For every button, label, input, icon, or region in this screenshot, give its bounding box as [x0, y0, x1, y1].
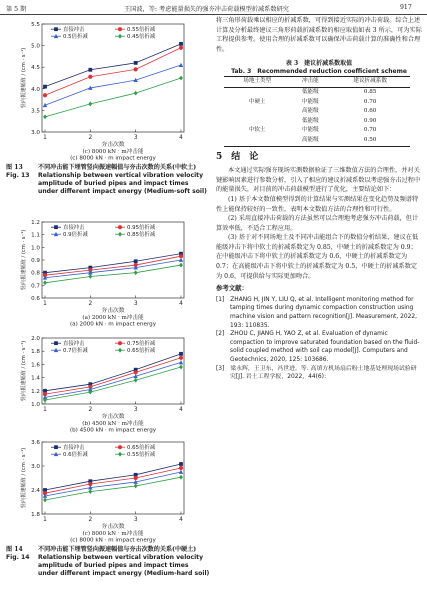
y-tick-label: 1.1 [31, 232, 40, 239]
data-point [179, 352, 183, 356]
subfigure-caption-cn: (b) 4500 kN · m冲击能 [82, 421, 144, 427]
data-point [134, 378, 138, 383]
table-cell: 中软土 [248, 127, 266, 134]
data-point [134, 476, 138, 480]
series-line [45, 354, 181, 391]
data-point [54, 27, 58, 31]
y-axis-label: 竖向振速幅值 / (cm · s⁻¹) [21, 340, 27, 402]
data-point [118, 348, 122, 353]
y-tick-label: 0.8 [31, 270, 40, 277]
y-tick-label: 0.9 [31, 258, 40, 264]
data-point [54, 341, 58, 345]
data-point [134, 484, 138, 489]
y-tick-label: 4.0 [31, 86, 40, 93]
x-tick-label: 2 [88, 407, 93, 413]
legend-label: 0.5倍折减 [63, 34, 88, 40]
series-line [45, 472, 181, 496]
y-tick-label: 3.5 [31, 108, 40, 115]
table-cell: 高能级 [301, 108, 319, 115]
series-line [45, 367, 181, 400]
y-tick-label: 1.2 [31, 220, 40, 226]
data-point [179, 63, 183, 67]
reference-item: [1] ZHANG H, JIN Y, LIU Q, et al. Intelligent monitoring method for tamping times during dynamic compaction construction using machine vision and pattern recognition[J]. Measurement, 2022, 193: 110835. [216, 296, 417, 329]
fig13-caption [6, 164, 210, 196]
data-point [179, 356, 183, 360]
table-cell: 0.85 [363, 88, 377, 95]
running-title: 王国波，等: 考虑能量损失的强夯冲击荷载模型折减系数研究 [124, 6, 289, 13]
fig13-no-en: Fig. 13 [6, 172, 30, 179]
plot-frame [42, 24, 184, 132]
table-cell: 0.70 [363, 127, 377, 134]
y-tick-label: 1.0 [31, 402, 40, 408]
right-column [216, 16, 422, 599]
data-point [54, 225, 58, 229]
x-axis-label: 夯击次数 [101, 308, 125, 314]
x-tick-label: 3 [133, 517, 138, 523]
data-point [179, 462, 183, 466]
data-point [118, 445, 122, 449]
data-point [88, 68, 92, 72]
fig13-no-cn: 图 13 [6, 164, 23, 171]
legend-label: 0.75倍折减 [127, 341, 156, 347]
data-point [134, 61, 138, 65]
data-point [134, 270, 138, 275]
subfigure-caption-en: (a) 2000 kN · m impact energy [69, 321, 157, 328]
y-tick-label: 3.0 [31, 464, 40, 470]
paragraph: (1) 基于本文数值模型得到的计算结果与实测结果在变化趋势及频谱特性上能保持较好的一致性，表明本文数值方法的合理性和可行性。 [216, 195, 419, 213]
table-cell: 低能级 [301, 88, 319, 95]
x-tick-label: 1 [43, 301, 47, 307]
series-line [45, 44, 181, 87]
subfigure-caption-en: (c) 8000 kN · m impact energy [70, 155, 156, 162]
subfigure-caption-en: (c) 8000 kN · m impact energy [70, 537, 156, 544]
x-axis-label: 夯击次数 [101, 142, 125, 148]
series-line [45, 468, 181, 493]
legend-label: 0.55倍折减 [127, 452, 156, 458]
data-point [43, 280, 47, 285]
y-tick-label: 2.4 [31, 488, 40, 494]
table-cell [224, 136, 290, 146]
data-point [43, 114, 47, 119]
section-title: 5 结 论 [216, 151, 259, 162]
y-axis-label: 竖向振速幅值 / (cm · s⁻¹) [21, 229, 27, 291]
legend-label: 0.65倍折减 [127, 445, 156, 451]
chart-svg [6, 434, 210, 544]
fig14-title-cn: 不同冲击能下埋管竖向振速幅值与夯击次数的关系(中硬土) [38, 546, 197, 553]
table-cell [224, 117, 290, 127]
series-line [45, 358, 181, 394]
fig14-no-cn: 图 14 [6, 546, 23, 553]
subfigure-caption-cn: (c) 8000 kN · m冲击能 [82, 149, 144, 155]
data-point [134, 259, 138, 263]
data-point [88, 274, 92, 279]
y-axis-label: 竖向振速幅值 / (cm · s⁻¹) [21, 447, 27, 509]
data-point [134, 370, 138, 374]
data-point [179, 475, 183, 480]
x-tick-label: 3 [133, 301, 138, 307]
data-point [179, 258, 183, 262]
page-header [0, 0, 427, 15]
data-point [179, 76, 183, 81]
legend-label: 0.85倍折减 [127, 232, 156, 238]
chart-fig14b [6, 330, 210, 434]
data-point [179, 365, 183, 370]
data-point [179, 360, 183, 364]
references-title: 参考文献： [216, 284, 248, 293]
subfigure-caption-cn: (a) 2000 kN · m冲击能 [82, 315, 144, 321]
legend-label: 0.7倍折减 [63, 348, 88, 354]
y-tick-label: 1.6 [31, 362, 40, 369]
fig13-title-cn: 不同冲击能下埋管竖向振速幅值与夯击次数的关系(中软土) [38, 164, 197, 171]
x-tick-label: 1 [43, 517, 47, 523]
y-tick-label: 0.6 [31, 296, 40, 302]
subfigure-caption-cn: (c) 8000 kN · m冲击能 [82, 531, 144, 537]
chart-svg [6, 330, 210, 434]
y-tick-label: 1.2 [31, 388, 40, 395]
chart-fig14a [6, 214, 210, 328]
y-tick-label: 4.5 [31, 65, 40, 72]
legend-label: 0.9倍折减 [63, 232, 88, 238]
x-tick-label: 3 [133, 135, 138, 141]
subfigure-caption-en: (b) 4500 kN · m impact energy [69, 427, 157, 434]
data-point [179, 470, 183, 474]
table-cell: 0.70 [363, 98, 377, 105]
fig13-title-en: Relationship between vertical vibration velocity amplitude of buried pipes and impact times under different impact energy (Medium-soft soil) [38, 172, 207, 195]
table-cell: 低能级 [301, 117, 319, 124]
y-tick-label: 1.8 [31, 349, 40, 356]
chart-fig13c [6, 16, 210, 162]
y-tick-label: 0.7 [31, 283, 40, 290]
table-header: 建议折减系数 [330, 77, 410, 88]
data-point [118, 27, 122, 31]
fig14-caption [6, 546, 210, 578]
data-point [118, 452, 122, 457]
series-line [45, 464, 181, 490]
legend-label: 直接冲击 [63, 341, 85, 347]
y-tick-label: 5.0 [31, 43, 40, 50]
x-tick-label: 4 [179, 135, 183, 141]
y-tick-label: 3.6 [31, 440, 40, 446]
data-point [118, 232, 122, 237]
data-point [88, 75, 92, 79]
data-point [118, 341, 122, 345]
paragraph: 本文通过实际强夯现场实测数据验证了三维数值方法的合理性，并对关键影响因素进行参数分析，引入了相应的建议折减系数以考虑强夯击过程中的能量损失，对目前的冲击荷载模型进行了优化，主要结论如下： [216, 167, 421, 194]
x-tick-label: 2 [88, 135, 93, 141]
x-tick-label: 1 [43, 135, 47, 141]
table-cell: 0.60 [363, 108, 377, 115]
fig14-no-en: Fig. 14 [6, 554, 30, 561]
table-cell [224, 107, 290, 117]
chart-fig14c [6, 434, 210, 544]
data-point [179, 263, 183, 268]
legend-label: 0.95倍折减 [127, 225, 156, 231]
x-tick-label: 1 [43, 407, 47, 413]
chart-svg [6, 16, 210, 162]
y-tick-label: 2.0 [31, 336, 40, 342]
data-point [179, 466, 183, 470]
y-axis-label: 竖向振速幅值 / (cm · s⁻¹) [21, 47, 27, 109]
data-point [134, 91, 138, 96]
data-point [179, 254, 183, 258]
data-point [43, 498, 47, 503]
table-header: 场地土类型 [224, 77, 290, 88]
data-point [179, 42, 183, 46]
x-tick-label: 3 [133, 407, 138, 413]
x-tick-label: 4 [179, 517, 183, 523]
data-point [88, 102, 92, 107]
x-axis-label: 夯击次数 [101, 414, 125, 420]
x-tick-label: 2 [88, 301, 93, 307]
fig14-title-en: Relationship between vertical vibration velocity amplitude of buried pipes and impact times under different impact energy (Medium-hard soil) [38, 554, 210, 577]
legend-label: 直接冲击 [63, 445, 85, 451]
x-tick-label: 2 [88, 517, 93, 523]
table3-title-cn: 表 3 建议折减系数取值 [285, 60, 353, 68]
data-point [118, 34, 122, 39]
data-point [118, 225, 122, 229]
legend-label: 直接冲击 [63, 225, 85, 231]
x-tick-label: 4 [179, 407, 183, 413]
table3 [224, 76, 410, 146]
table-cell: 0.90 [363, 117, 377, 124]
legend-label: 直接冲击 [63, 27, 85, 33]
table-cell [224, 87, 290, 97]
y-tick-label: 1.4 [31, 375, 40, 382]
paragraph: (3) 基于对不同场地土及不同冲击能组合下的数值分析结果，建议在低能级冲击下将中软土的折减系数定为 0.85，中硬土的折减系数定为 0.9；在中能级冲击下将中软土的折减系数定为 0.6，中硬土的折减系数定为 0.7；在高能级冲击下将中软土的折减系数定为 0.5，中硬土的折减系数定为 0.6，可提供给与实际更加吻合。 [216, 234, 419, 280]
issue-number: 第 5 期 [6, 6, 27, 13]
legend-label: 0.6倍折减 [63, 452, 88, 458]
paragraph: (2) 采用直接冲击荷载的方法虽然可以合理地考虑强夯冲击荷载，但计算效率低，不适合工程应用。 [216, 215, 419, 232]
legend-label: 0.45倍折减 [127, 34, 156, 40]
y-tick-label: 3.0 [31, 130, 40, 136]
y-tick-label: 5.5 [31, 22, 40, 28]
table-header: 冲击能 [290, 77, 330, 88]
table-cell: 0.50 [330, 136, 410, 146]
reference-item: [2] ZHOU C, JIANG H, YAO Z, et al. Evaluation of dynamic compaction to improve saturated foundation based on the fluid-solid coupled method with soil cap model[J]. Computers and Geotechnics, 2020, 125: 103686. [216, 331, 420, 363]
data-point [179, 46, 183, 50]
data-point [43, 85, 47, 89]
legend-label: 0.55倍折减 [127, 27, 156, 33]
data-point [54, 445, 58, 449]
reference-item: [3] 梁永辉，王卫东，冯世进，等. 高填方机场扇后粉土地基处理现场试验研究[J]. 岩土工程学报，2022，44(6)： [216, 365, 417, 381]
page-number: 917 [400, 4, 412, 11]
table-cell: 中硬土 [248, 98, 266, 105]
table3-title-en: Tab. 3 Recommended reduction coefficient scheme [231, 68, 407, 76]
y-tick-label: 1.8 [31, 512, 40, 518]
x-axis-label: 夯击次数 [101, 524, 125, 530]
legend-label: 0.65倍折减 [127, 348, 156, 354]
table-cell: 中能级 [301, 127, 319, 134]
data-point [43, 93, 47, 97]
left-column [6, 16, 210, 599]
table-cell: 高能级 [290, 136, 330, 146]
data-point [134, 67, 138, 71]
chart-svg [6, 214, 210, 328]
paragraph-table-intro: 将三角形荷载乘以相应的折减系数，可得到接近实际的冲击荷载。综合上述计算及分析最终建议三角形荷载折减系数的相应取值如表 3 所示，可为实际工程提供参考。使用合理的折减系数可以确保冲击荷载计算的准确性和合理性。 [216, 17, 422, 53]
data-point [88, 489, 92, 494]
y-tick-label: 1.0 [31, 245, 40, 252]
series-line [45, 256, 181, 275]
table-cell: 中能级 [301, 98, 319, 105]
x-tick-label: 4 [179, 301, 183, 307]
